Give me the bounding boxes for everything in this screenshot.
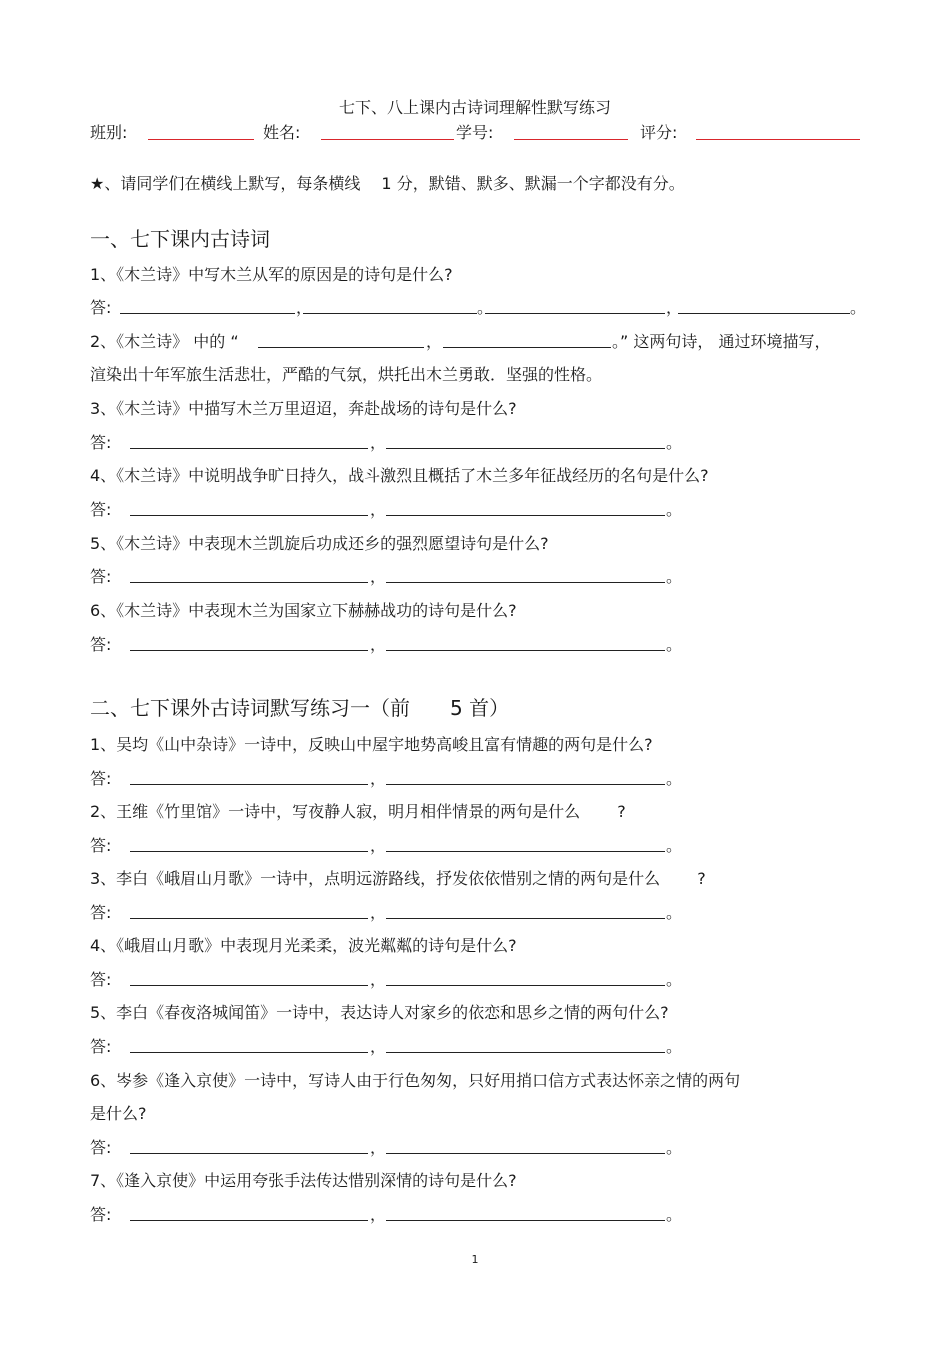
name-field[interactable] bbox=[321, 139, 454, 140]
s2-question-4: 4、《峨眉山月歌》中表现月光柔柔，波光粼粼的诗句是什么? bbox=[90, 936, 517, 955]
period: 。 bbox=[477, 298, 494, 317]
answer-label: 答: bbox=[90, 1138, 112, 1157]
answer-blank[interactable] bbox=[130, 1052, 368, 1053]
answer-label: 答: bbox=[90, 1205, 112, 1224]
instruction: ★、请同学们在横线上默写，每条横线 1 分，默错、默多、默漏一个字都没有分。 bbox=[90, 174, 685, 193]
s1-question-3: 3、《木兰诗》中描写木兰万里迢迢，奔赴战场的诗句是什么? bbox=[90, 399, 517, 418]
page-title: 七下、八上课内古诗词理解性默写练习 bbox=[338, 98, 611, 117]
s1-question-2: 2、《木兰诗》 中的 “ bbox=[90, 332, 239, 351]
answer-label: 答: bbox=[90, 836, 112, 855]
comma: ， bbox=[370, 970, 387, 989]
answer-blank[interactable] bbox=[386, 448, 665, 449]
period: 。 bbox=[666, 635, 683, 654]
s2-question-6-cont: 是什么? bbox=[90, 1104, 147, 1123]
s1-question-5: 5、《木兰诗》中表现木兰凯旋后功成还乡的强烈愿望诗句是什么? bbox=[90, 534, 549, 553]
id-field[interactable] bbox=[514, 139, 628, 140]
comma: ， bbox=[296, 298, 313, 317]
answer-label: 答: bbox=[90, 769, 112, 788]
period: 。 bbox=[666, 567, 683, 586]
period: 。 bbox=[666, 1205, 683, 1224]
answer-blank[interactable] bbox=[443, 347, 611, 348]
s1-question-1: 1、《木兰诗》中写木兰从军的原因是的诗句是什么? bbox=[90, 265, 453, 284]
s1-question-2-tail: 。” 这两句诗， 通过环境描写， bbox=[612, 332, 831, 351]
s2-question-5: 5、李白《春夜洛城闻笛》一诗中，表达诗人对家乡的依恋和思乡之情的两句什么? bbox=[90, 1003, 669, 1022]
answer-blank[interactable] bbox=[130, 582, 368, 583]
answer-blank[interactable] bbox=[120, 313, 295, 314]
s2-question-1: 1、吴均《山中杂诗》一诗中，反映山中屋宇地势高峻且富有情趣的两句是什么? bbox=[90, 735, 653, 754]
period: 。 bbox=[666, 903, 683, 922]
answer-blank[interactable] bbox=[303, 313, 477, 314]
score-label: 评分: bbox=[640, 123, 678, 142]
answer-blank[interactable] bbox=[386, 851, 665, 852]
score-field[interactable] bbox=[696, 139, 860, 140]
answer-blank[interactable] bbox=[130, 851, 368, 852]
answer-blank[interactable] bbox=[386, 650, 665, 651]
period: 。 bbox=[666, 500, 683, 519]
comma: ， bbox=[370, 1138, 387, 1157]
comma: ， bbox=[370, 769, 387, 788]
name-label: 姓名: bbox=[263, 123, 301, 142]
answer-blank[interactable] bbox=[386, 1052, 665, 1053]
answer-blank[interactable] bbox=[386, 985, 665, 986]
s1-question-4: 4、《木兰诗》中说明战争旷日持久，战斗激烈且概括了木兰多年征战经历的名句是什么? bbox=[90, 466, 709, 485]
answer-label: 答: bbox=[90, 903, 112, 922]
answer-blank[interactable] bbox=[386, 1220, 665, 1221]
page-number: 1 bbox=[471, 1253, 479, 1266]
s2-question-3: 3、李白《峨眉山月歌》一诗中，点明远游路线，抒发依依惜别之情的两句是什么 ? bbox=[90, 869, 706, 888]
answer-blank[interactable] bbox=[386, 918, 665, 919]
answer-blank[interactable] bbox=[130, 448, 368, 449]
period: 。 bbox=[666, 433, 683, 452]
period: 。 bbox=[666, 970, 683, 989]
answer-label: 答: bbox=[90, 298, 112, 317]
comma: ， bbox=[370, 433, 387, 452]
answer-blank[interactable] bbox=[130, 515, 368, 516]
comma: ， bbox=[666, 298, 683, 317]
period: 。 bbox=[850, 298, 867, 317]
comma: ， bbox=[370, 500, 387, 519]
comma: ， bbox=[370, 567, 387, 586]
section1-heading: 一、七下课内古诗词 bbox=[90, 227, 270, 251]
s1-question-6: 6、《木兰诗》中表现木兰为国家立下赫赫战功的诗句是什么? bbox=[90, 601, 517, 620]
answer-label: 答: bbox=[90, 567, 112, 586]
period: 。 bbox=[666, 1138, 683, 1157]
comma: ， bbox=[370, 1037, 387, 1056]
answer-blank[interactable] bbox=[485, 313, 665, 314]
answer-blank[interactable] bbox=[386, 515, 665, 516]
period: 。 bbox=[666, 836, 683, 855]
answer-label: 答: bbox=[90, 970, 112, 989]
id-label: 学号: bbox=[456, 123, 494, 142]
s2-question-6: 6、岑参《逢入京使》一诗中，写诗人由于行色匆匆，只好用捎口信方式表达怀亲之情的两句 bbox=[90, 1071, 741, 1090]
comma: ， bbox=[370, 1205, 387, 1224]
answer-blank[interactable] bbox=[130, 650, 368, 651]
answer-blank[interactable] bbox=[130, 1220, 368, 1221]
s2-question-7: 7、《逢入京使》中运用夸张手法传达惜别深情的诗句是什么? bbox=[90, 1171, 517, 1190]
answer-blank[interactable] bbox=[130, 1153, 368, 1154]
comma: ， bbox=[370, 635, 387, 654]
answer-label: 答: bbox=[90, 1037, 112, 1056]
answer-blank[interactable] bbox=[386, 784, 665, 785]
s2-question-2: 2、王维《竹里馆》一诗中，写夜静人寂，明月相伴情景的两句是什么 ? bbox=[90, 802, 626, 821]
answer-label: 答: bbox=[90, 500, 112, 519]
answer-blank[interactable] bbox=[386, 582, 665, 583]
class-field[interactable] bbox=[148, 139, 254, 140]
answer-blank[interactable] bbox=[130, 784, 368, 785]
answer-blank[interactable] bbox=[386, 1153, 665, 1154]
answer-blank[interactable] bbox=[130, 918, 368, 919]
answer-blank[interactable] bbox=[130, 985, 368, 986]
answer-blank[interactable] bbox=[258, 347, 424, 348]
section2-heading: 二、七下课外古诗词默写练习一（前 5 首） bbox=[90, 696, 510, 720]
comma: ， bbox=[426, 332, 443, 351]
answer-label: 答: bbox=[90, 433, 112, 452]
class-label: 班别: bbox=[90, 123, 128, 142]
answer-label: 答: bbox=[90, 635, 112, 654]
period: 。 bbox=[666, 1037, 683, 1056]
comma: ， bbox=[370, 903, 387, 922]
s1-question-2-cont: 渲染出十年军旅生活悲壮，严酷的气氛，烘托出木兰勇敢．坚强的性格。 bbox=[90, 365, 603, 384]
answer-blank[interactable] bbox=[678, 313, 850, 314]
comma: ， bbox=[370, 836, 387, 855]
period: 。 bbox=[666, 769, 683, 788]
